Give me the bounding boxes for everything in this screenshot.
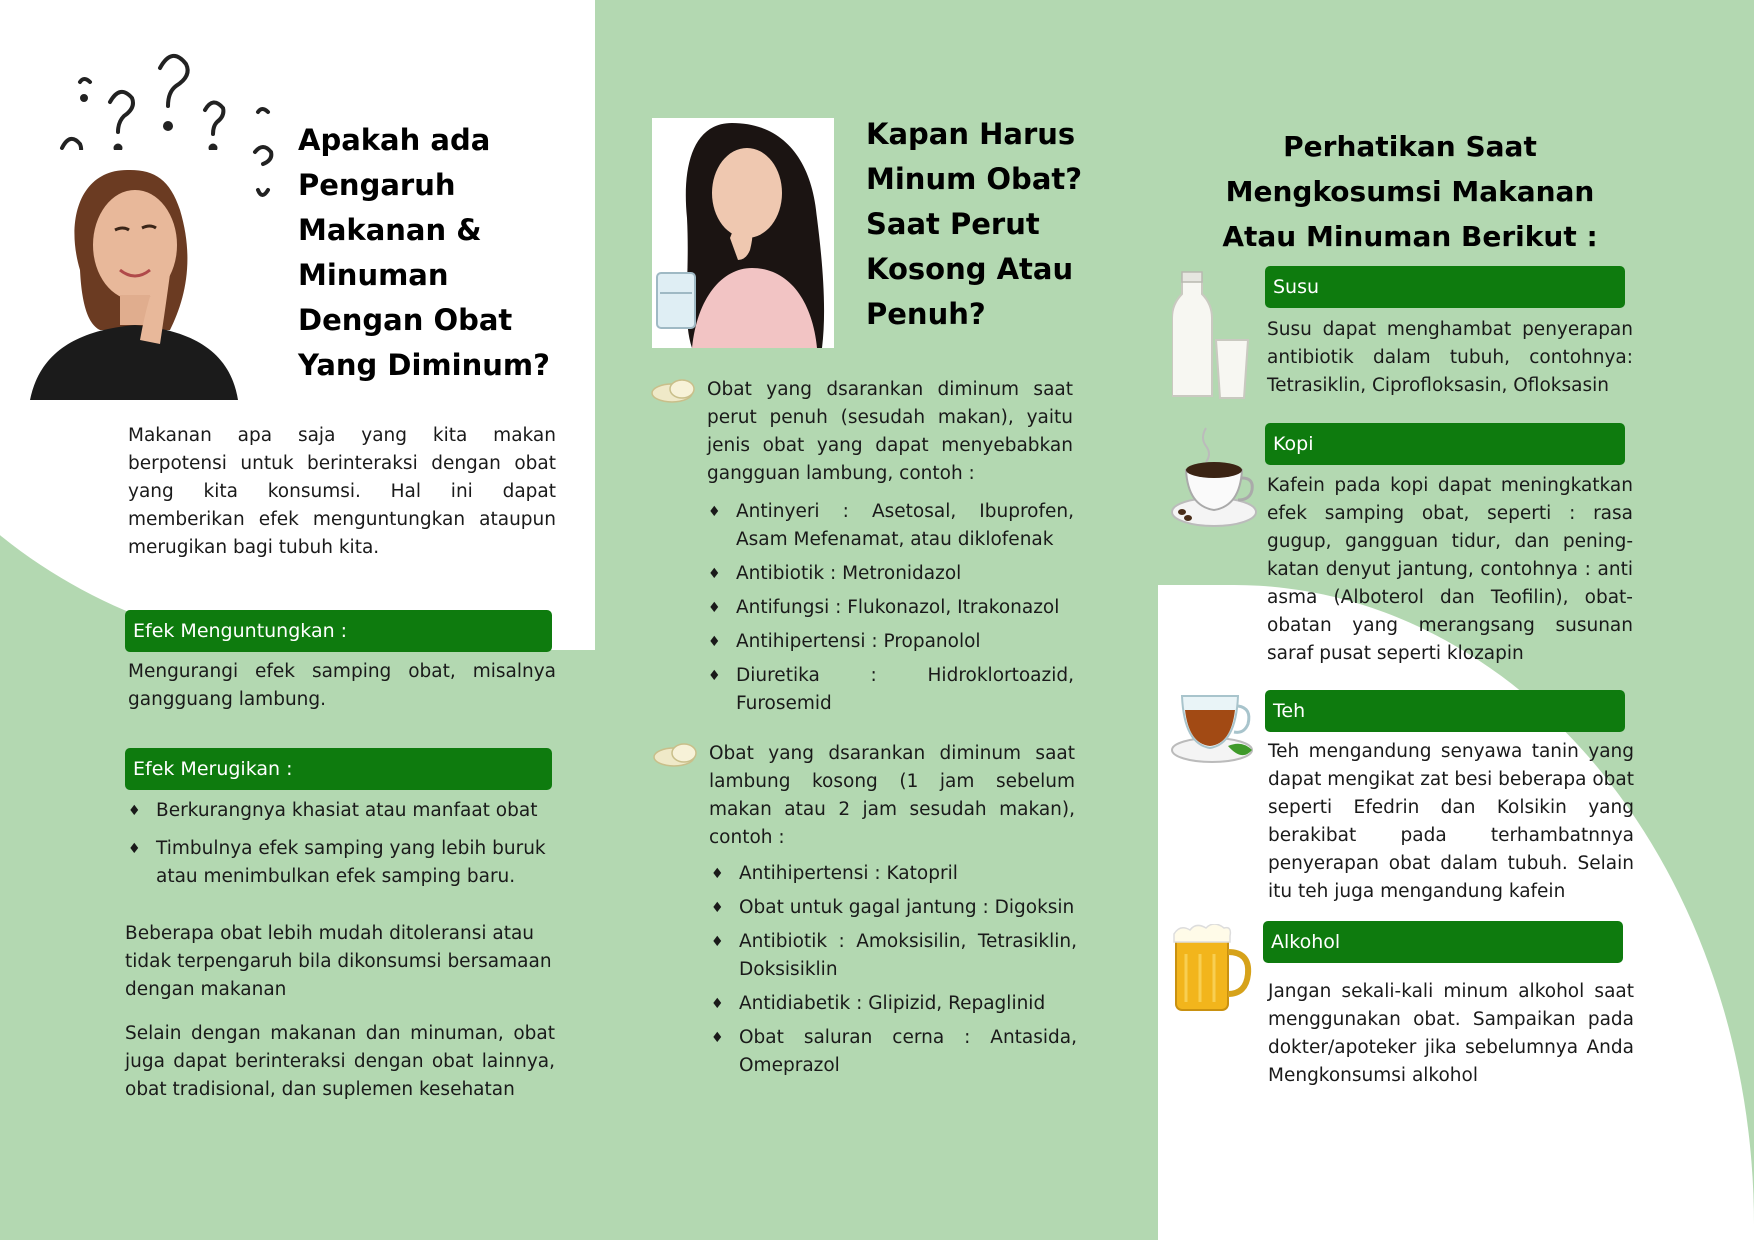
woman-taking-pill-photo <box>652 118 834 348</box>
panel1-title: Apakah ada Pengaruh Makanan & Minuman Dengan Obat Yang Diminum? <box>298 123 550 382</box>
tea-icon <box>1168 676 1260 774</box>
pill-icon <box>652 742 700 768</box>
list-item: ♦ Obat untuk gagal jantung : Digoksin <box>711 894 1077 922</box>
pill-icon <box>650 378 698 404</box>
alkohol-text: Jangan sekali-kali minum alkohol saat menggunakan obat. Sampaikan pada dokter/apoteker jika sebelumnya Anda Mengkonsumsi alkohol <box>1268 981 1634 1086</box>
coffee-icon <box>1168 420 1260 530</box>
list-item: ♦ Antibiotik : Metronidazol <box>708 560 1074 588</box>
alkohol-label: Alkohol <box>1263 921 1623 963</box>
list-item: ♦ Antihipertensi : Propanolol <box>708 628 1074 656</box>
panel1-para1: Beberapa obat lebih mudah ditoleransi atau tidak terpengaruh bila dikonsumsi bersamaan dengan makanan <box>125 923 552 1000</box>
panel1-para2: Selain dengan makanan dan minuman, obat juga dapat berinteraksi dengan obat lainnya, obat tradisional, dan suplemen kesehatan <box>125 1023 555 1100</box>
list-item: ♦ Obat saluran cerna : Antasida, Omeprazol <box>711 1024 1077 1080</box>
full-stomach-list <box>708 498 1074 724</box>
beer-icon <box>1170 924 1254 1014</box>
teh-text: Teh mengandung senyawa tanin yang dapat mengikat zat besi beberapa obat seperti Efedrin dan Kolsikin yang berakibat pada terhambatnnya penyerapan obat dalam tubuh. Selain itu teh juga mengandung kafein <box>1268 741 1634 902</box>
susu-text: Susu dapat menghambat penyerapan antibiotik dalam tubuh, contohnya: Tetrasiklin, Ciprofloksasin, Ofloksasin <box>1267 319 1633 396</box>
harm-list <box>128 797 558 897</box>
full-stomach-intro: Obat yang dsarankan diminum saat perut penuh (sesudah makan), yaitu jenis obat yang dapat menyebabkan gangguan lambung, contoh : <box>707 379 1073 484</box>
list-item: ♦ Berkurangnya khasiat atau manfaat obat <box>128 797 558 825</box>
list-item: ♦ Antinyeri : Asetosal, Ibuprofen, Asam Mefenamat, atau diklofenak <box>708 498 1074 554</box>
list-item: ♦ Antihipertensi : Katopril <box>711 860 1077 888</box>
benefit-text: Mengurangi efek samping obat, misalnya gangguang lambung. <box>128 661 556 710</box>
list-item: ♦ Diuretika : Hidroklortoazid, Furosemid <box>708 662 1074 718</box>
teh-label: Teh <box>1265 690 1625 732</box>
benefit-label: Efek Menguntungkan : <box>125 610 552 652</box>
harm-label: Efek Merugikan : <box>125 748 552 790</box>
list-item: ♦ Timbulnya efek samping yang lebih buruk atau menimbulkan efek samping baru. <box>128 835 558 891</box>
milk-icon <box>1172 268 1252 400</box>
susu-label: Susu <box>1265 266 1625 308</box>
panel3-title: Perhatikan Saat Mengkosumsi Makanan Atau Minuman Berikut : <box>1222 130 1598 253</box>
kopi-text: Kafein pada kopi dapat meningkatkan efek samping obat, seperti : rasa gugup, gangguan tidur, dan pening-katan denyut jantung, contohnya : anti asma (Alboterol dan Teofilin), obat-obatan yang merangsang susunan saraf pusat seperti klozapin <box>1267 475 1633 664</box>
panel1-intro: Makanan apa saja yang kita makan berpotensi untuk berinteraksi dengan obat yang kita konsumsi. Hal ini dapat memberikan efek menguntungkan ataupun merugikan bagi tubuh kita. <box>128 425 556 558</box>
list-item: ♦ Antibiotik : Amoksisilin, Tetrasiklin, Doksisiklin <box>711 928 1077 984</box>
empty-stomach-list <box>711 860 1077 1086</box>
empty-stomach-intro: Obat yang dsarankan diminum saat lambung kosong (1 jam sebelum makan atau 2 jam sesudah makan), contoh : <box>709 743 1075 848</box>
list-item: ♦ Antifungsi : Flukonazol, Itrakonazol <box>708 594 1074 622</box>
kopi-label: Kopi <box>1265 423 1625 465</box>
panel2-title: Kapan Harus Minum Obat? Saat Perut Kosong Atau Penuh? <box>866 117 1083 331</box>
list-item: ♦ Antidiabetik : Glipizid, Repaglinid <box>711 990 1077 1018</box>
thinking-woman-photo <box>20 150 245 400</box>
